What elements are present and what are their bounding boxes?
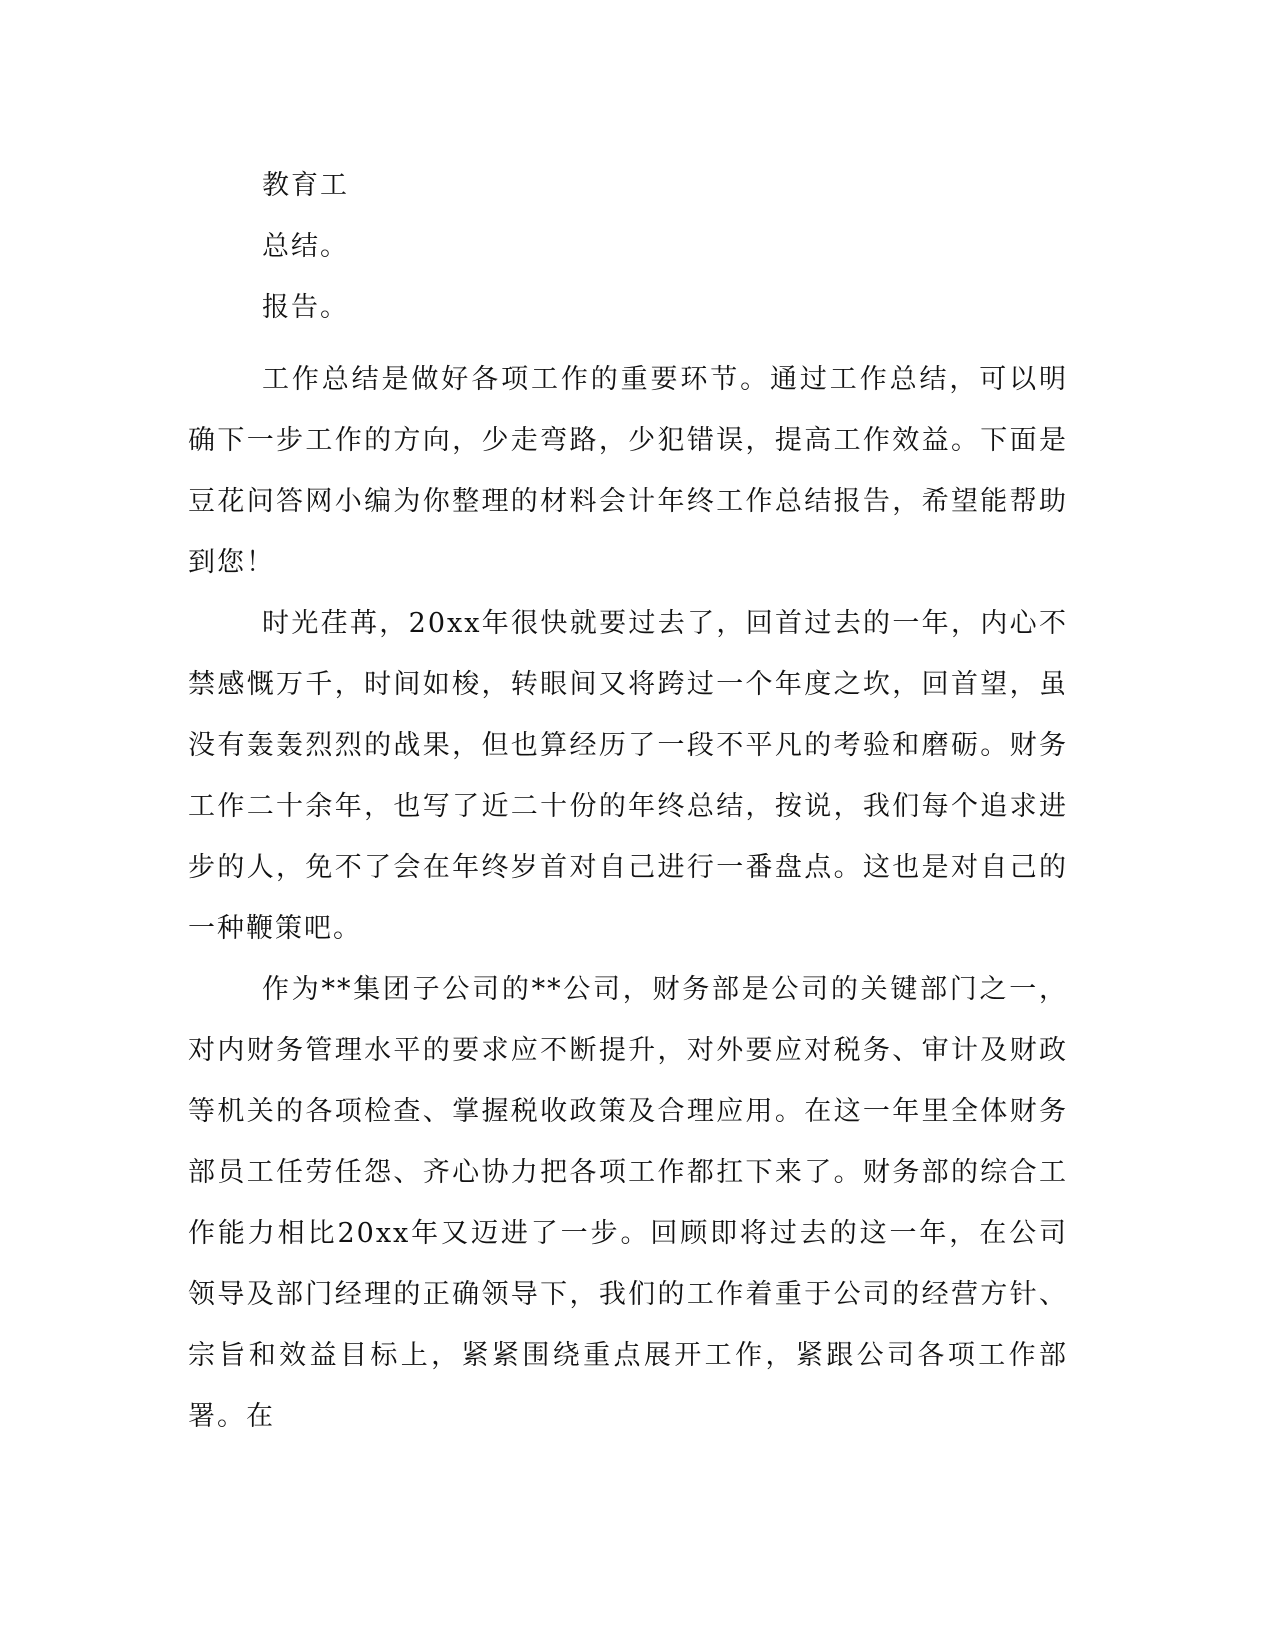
heading-line-3: 报告。 [262, 292, 349, 323]
heading-line-1: 教育工 [262, 170, 349, 201]
document-body [188, 166, 1068, 1447]
paragraph-finance-dept: 作为**集团子公司的**公司，财务部是公司的关键部门之一，对内财务管理水平的要求应不断提升，对外要应对税务、审计及财政等机关的各项检查、掌握税收政策及合理应用。在这一年里全体财务部员工任劳任怨、齐心协力把各项工作都扛下来了。财务部的综合工作能力相比20xx年又迈进了一步。回顾即将过去的这一年，在公司领导及部门经理的正确领导下，我们的工作着重于公司的经营方针、宗旨和效益目标上，紧紧围绕重点展开工作，紧跟公司各项工作部署。在 [188, 974, 1068, 1432]
heading-line-2: 总结。 [262, 231, 349, 262]
paragraph-reflection: 时光荏苒，20xx年很快就要过去了，回首过去的一年，内心不禁感慨万千，时间如梭，转眼间又将跨过一个年度之坎，回首望，虽没有轰轰烈烈的战果，但也算经历了一段不平凡的考验和磨砺。财务工作二十余年，也写了近二十份的年终总结，按说，我们每个追求进步的人，免不了会在年终岁首对自己进行一番盘点。这也是对自己的一种鞭策吧。 [188, 608, 1068, 944]
paragraph-intro: 工作总结是做好各项工作的重要环节。通过工作总结，可以明确下一步工作的方向，少走弯路，少犯错误，提高工作效益。下面是豆花问答网小编为你整理的材料会计年终工作总结报告，希望能帮助到您！ [188, 364, 1068, 578]
